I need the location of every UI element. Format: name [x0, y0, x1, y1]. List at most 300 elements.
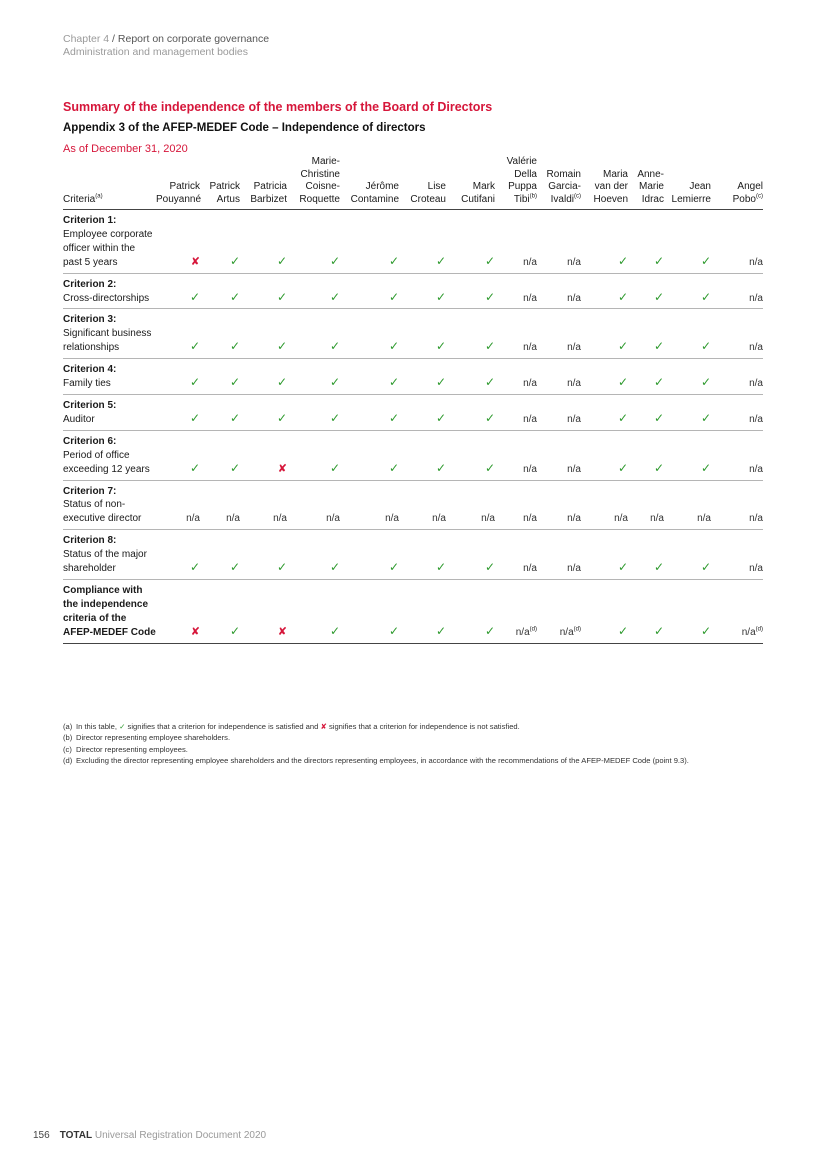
check-mark-icon: ✓: [484, 623, 495, 638]
check-mark-icon: ✓: [276, 253, 287, 268]
status-cell: [628, 394, 664, 430]
status-cell: [581, 530, 628, 580]
director-name-line: Valérie: [506, 156, 537, 167]
status-cell: [156, 273, 200, 309]
check-mark-icon: ✓: [229, 375, 240, 390]
status-cell: [664, 480, 711, 530]
director-name-line: Della: [514, 168, 537, 180]
status-cell: [628, 530, 664, 580]
status-cell: [399, 273, 446, 309]
check-mark-icon: ✓: [388, 410, 399, 425]
status-cell: [156, 579, 200, 643]
not-applicable: n/a: [523, 292, 537, 304]
check-mark-icon: ✓: [388, 623, 399, 638]
status-cell: [664, 359, 711, 395]
check-mark-icon: ✓: [276, 410, 287, 425]
not-applicable: n/a: [273, 513, 287, 525]
criterion-title: Criterion 6:: [63, 435, 117, 447]
status-cell: [156, 210, 200, 274]
footnote-a: (a) In this table, ✓ signifies that a criterion for independence is satisfied and ✘ signifies that a criterion for independence is not satisfied.: [63, 722, 520, 731]
check-mark-icon: ✓: [189, 460, 200, 475]
not-applicable: n/a: [749, 413, 763, 425]
criterion-cell: [63, 359, 156, 395]
check-mark-icon: ✓: [435, 289, 446, 304]
check-mark-icon: ✓: [229, 253, 240, 268]
check-mark-icon: ✓: [700, 410, 711, 425]
header-subsection: Administration and management bodies: [63, 46, 249, 58]
director-header: [537, 156, 581, 210]
status-cell: [537, 480, 581, 530]
table-row: [63, 530, 763, 580]
cross-mark-icon: ✘: [277, 462, 287, 475]
status-note: (d): [573, 626, 581, 633]
status-cell: [200, 309, 240, 359]
criterion-description: Auditor: [63, 413, 95, 425]
check-mark-icon: ✓: [329, 375, 340, 390]
independence-table: [63, 156, 763, 644]
check-mark-icon: ✓: [484, 289, 495, 304]
check-mark-icon: ✓: [229, 623, 240, 638]
status-cell: [711, 309, 763, 359]
director-header: [664, 156, 711, 210]
director-name-line: Pouyanné: [156, 193, 202, 205]
page-number: 156: [33, 1130, 50, 1141]
status-cell: [664, 579, 711, 643]
check-mark-icon: ✓: [388, 460, 399, 475]
footnotes: [63, 721, 689, 767]
status-cell: [240, 579, 287, 643]
not-applicable: n/a: [523, 342, 537, 354]
status-cell: [340, 530, 399, 580]
status-cell: [711, 579, 763, 643]
check-mark-icon: ✓: [329, 253, 340, 268]
footer-document-title: Universal Registration Document 2020: [94, 1130, 267, 1141]
table-subtitle: Appendix 3 of the AFEP-MEDEF Code – Independence of directors: [63, 122, 426, 134]
not-applicable: n/a: [523, 413, 537, 425]
director-name-line: Christine: [300, 168, 340, 180]
not-applicable: n/a: [567, 292, 581, 304]
status-cell: [495, 273, 537, 309]
status-cell: [537, 394, 581, 430]
criterion-cell: [63, 309, 156, 359]
check-mark-icon: ✓: [229, 410, 240, 425]
criterion-title: Criterion 1:: [63, 215, 117, 226]
status-cell: [287, 394, 340, 430]
table-row: [63, 309, 763, 359]
criteria-header: [63, 156, 156, 210]
check-mark-icon: ✓: [329, 339, 340, 354]
director-name-line: Garcia-: [548, 181, 581, 192]
status-cell: [200, 530, 240, 580]
not-applicable: n/a: [749, 463, 763, 475]
not-applicable: n/a: [749, 378, 763, 390]
not-applicable: n/a: [567, 563, 581, 575]
status-cell: [495, 480, 537, 530]
status-cell: [399, 359, 446, 395]
status-cell: [399, 309, 446, 359]
check-mark-icon: ✓: [189, 410, 200, 425]
director-header: [156, 156, 200, 210]
criterion-cell: [63, 480, 156, 530]
director-name-line: Jérôme: [365, 181, 399, 192]
not-applicable: n/a: [697, 513, 711, 525]
status-cell: [581, 210, 628, 274]
check-mark-icon: ✓: [276, 339, 287, 354]
check-mark-icon: ✓: [435, 560, 446, 575]
check-mark-icon: ✓: [276, 560, 287, 575]
table-row: [63, 273, 763, 309]
cross-mark-icon: ✘: [190, 255, 200, 268]
check-mark-icon: ✓: [700, 460, 711, 475]
footnote-c: (c) Director representing employees.: [63, 744, 188, 754]
not-applicable: n/a: [523, 256, 537, 268]
status-cell: [156, 359, 200, 395]
check-mark-icon: ✓: [617, 339, 628, 354]
director-header: [446, 156, 495, 210]
check-mark-icon: ✓: [388, 375, 399, 390]
check-mark-icon: ✓: [388, 253, 399, 268]
check-mark-icon: ✓: [388, 339, 399, 354]
director-name-line: Marie: [638, 181, 664, 192]
status-cell: [628, 210, 664, 274]
criterion-cell: [63, 273, 156, 309]
criterion-title: Criterion 5:: [63, 399, 117, 411]
check-mark-icon: ✓: [435, 375, 446, 390]
status-cell: [446, 480, 495, 530]
director-name-line: Jean: [689, 181, 711, 192]
check-mark-icon: ✓: [329, 460, 340, 475]
status-cell: [399, 480, 446, 530]
director-name-line: Patrick: [209, 181, 240, 192]
check-mark-icon: ✓: [653, 339, 664, 354]
header-chapter: Chapter 4: [63, 33, 110, 45]
status-cell: [340, 579, 399, 643]
status-cell: [240, 480, 287, 530]
check-mark-icon: ✓: [189, 339, 200, 354]
status-cell: [287, 210, 340, 274]
running-header: [63, 33, 269, 59]
status-cell: [287, 579, 340, 643]
not-applicable: n/a: [567, 463, 581, 475]
status-cell: [495, 210, 537, 274]
director-name-line: Cutifani: [461, 193, 495, 205]
criterion-description: Cross-directorships: [63, 292, 150, 304]
status-cell: [399, 210, 446, 274]
check-mark-icon: ✓: [329, 410, 340, 425]
check-mark-icon: ✓: [653, 375, 664, 390]
status-note: (d): [529, 626, 537, 633]
director-name-line: Roquette: [299, 193, 340, 205]
status-cell: [537, 530, 581, 580]
as-of-date: As of December 31, 2020: [63, 143, 188, 155]
criterion-title: Criterion 4:: [63, 364, 117, 376]
criterion-cell: [63, 210, 156, 274]
status-cell: [446, 430, 495, 480]
not-applicable: n/a: [226, 513, 240, 525]
status-cell: [581, 430, 628, 480]
status-cell: [399, 394, 446, 430]
status-cell: [200, 359, 240, 395]
status-cell: [446, 273, 495, 309]
status-cell: [156, 309, 200, 359]
status-cell: [287, 480, 340, 530]
header-separator: /: [109, 33, 118, 45]
director-name-line: Artus: [216, 193, 240, 205]
status-cell: [581, 359, 628, 395]
check-mark-icon: ✓: [617, 253, 628, 268]
director-header: [340, 156, 399, 210]
director-name-line: Croteau: [410, 193, 446, 205]
criterion-title: Compliance with the independence criteria of the AFEP-MEDEF Code: [63, 584, 156, 638]
not-applicable: n/a: [567, 378, 581, 390]
check-mark-icon: ✓: [435, 253, 446, 268]
check-mark-icon: ✓: [484, 410, 495, 425]
criteria-header-note: (a): [95, 193, 103, 200]
status-cell: [628, 359, 664, 395]
page-footer: [33, 1130, 266, 1141]
status-cell: [446, 210, 495, 274]
not-applicable: n/a: [567, 256, 581, 268]
director-header: [200, 156, 240, 210]
not-applicable: n/a: [186, 513, 200, 525]
check-mark-icon: ✓: [189, 289, 200, 304]
status-cell: [664, 394, 711, 430]
status-cell: [287, 309, 340, 359]
director-name-line: Maria: [602, 168, 628, 180]
status-cell: [156, 430, 200, 480]
status-cell: [399, 579, 446, 643]
not-applicable: n/a: [741, 626, 756, 638]
director-header: [399, 156, 446, 210]
check-mark-icon: ✓: [700, 560, 711, 575]
status-cell: [240, 359, 287, 395]
check-mark-icon: ✓: [617, 460, 628, 475]
check-mark-icon: ✓: [229, 460, 240, 475]
status-cell: [711, 394, 763, 430]
status-cell: [200, 394, 240, 430]
director-name-line: Barbizet: [250, 193, 287, 205]
not-applicable: n/a: [523, 513, 537, 525]
table-row: [63, 579, 763, 643]
status-cell: [711, 210, 763, 274]
status-cell: [628, 309, 664, 359]
director-note: (b): [529, 193, 537, 200]
not-applicable: n/a: [749, 342, 763, 354]
director-name-line: Lemierre: [671, 193, 711, 205]
header-section: Report on corporate governance: [117, 33, 270, 45]
criterion-cell: [63, 394, 156, 430]
director-name-line: Angel: [737, 181, 763, 192]
director-name-line: Idrac: [641, 193, 664, 205]
status-cell: [200, 210, 240, 274]
status-cell: [495, 579, 537, 643]
status-note: (d): [755, 626, 763, 633]
status-cell: [156, 394, 200, 430]
not-applicable: n/a: [385, 513, 399, 525]
check-mark-icon: ✓: [617, 375, 628, 390]
director-header: [581, 156, 628, 210]
cross-mark-icon: ✘: [277, 625, 287, 638]
status-cell: [711, 273, 763, 309]
status-cell: [537, 359, 581, 395]
status-cell: [200, 480, 240, 530]
footer-brand: TOTAL: [59, 1130, 93, 1141]
status-cell: [664, 309, 711, 359]
status-cell: [240, 530, 287, 580]
check-mark-icon: ✓: [653, 623, 664, 638]
not-applicable: n/a: [749, 256, 763, 268]
director-name-line: Mark: [472, 181, 495, 192]
check-mark-icon: ✓: [229, 560, 240, 575]
status-cell: [711, 359, 763, 395]
check-mark-icon: ✓: [700, 339, 711, 354]
criterion-description: Significant business relationships: [63, 328, 152, 354]
check-mark-icon: ✓: [435, 623, 446, 638]
status-cell: [537, 309, 581, 359]
status-cell: [537, 273, 581, 309]
criterion-description: Status of the major shareholder: [63, 549, 147, 575]
status-cell: [446, 359, 495, 395]
director-name-line: Tibi: [513, 193, 530, 205]
check-mark-icon: ✓: [435, 339, 446, 354]
check-mark-icon: ✓: [700, 623, 711, 638]
status-cell: [287, 430, 340, 480]
status-cell: [628, 430, 664, 480]
check-mark-icon: ✓: [189, 375, 200, 390]
status-cell: [628, 480, 664, 530]
check-mark-icon: ✓: [484, 560, 495, 575]
table-row: [63, 394, 763, 430]
not-applicable: n/a: [515, 626, 530, 638]
status-cell: [287, 359, 340, 395]
status-cell: [446, 530, 495, 580]
director-header: [628, 156, 664, 210]
check-mark-icon: ✓: [388, 289, 399, 304]
status-cell: [628, 273, 664, 309]
status-cell: [581, 579, 628, 643]
status-cell: [340, 309, 399, 359]
status-cell: [537, 210, 581, 274]
check-mark-icon: ✓: [276, 289, 287, 304]
director-name-line: Coisne-: [305, 181, 340, 192]
check-mark-icon: ✓: [653, 410, 664, 425]
status-cell: [664, 273, 711, 309]
status-cell: [340, 359, 399, 395]
not-applicable: n/a: [432, 513, 446, 525]
director-name-line: Patricia: [253, 181, 287, 192]
check-mark-icon: ✓: [229, 289, 240, 304]
criterion-title: Criterion 8:: [63, 535, 117, 547]
status-cell: [446, 579, 495, 643]
criterion-description: Status of non-executive director: [63, 499, 142, 525]
director-name-line: Marie-: [311, 156, 340, 167]
director-header: [240, 156, 287, 210]
not-applicable: n/a: [567, 413, 581, 425]
table-header-row: [63, 156, 763, 210]
status-cell: [537, 579, 581, 643]
status-cell: [200, 430, 240, 480]
director-name-line: Patrick: [169, 181, 200, 192]
header-chapter-line: [63, 33, 269, 46]
status-cell: [628, 579, 664, 643]
director-name-line: Contamine: [350, 193, 399, 205]
not-applicable: n/a: [523, 378, 537, 390]
director-name-line: Anne-: [637, 168, 664, 180]
status-cell: [537, 430, 581, 480]
not-applicable: n/a: [567, 513, 581, 525]
table-body: [63, 210, 763, 644]
check-mark-icon: ✓: [617, 623, 628, 638]
director-note: (c): [574, 193, 581, 200]
check-mark-icon: ✓: [329, 289, 340, 304]
director-name-line: Ivaldi: [550, 193, 574, 205]
criterion-description: Period of office exceeding 12 years: [63, 449, 150, 475]
status-cell: [581, 394, 628, 430]
table-row: [63, 480, 763, 530]
not-applicable: n/a: [559, 626, 574, 638]
status-cell: [287, 273, 340, 309]
status-cell: [240, 309, 287, 359]
check-mark-icon: ✓: [119, 722, 126, 731]
not-applicable: n/a: [749, 563, 763, 575]
page-title: Summary of the independence of the members of the Board of Directors: [63, 100, 493, 114]
check-mark-icon: ✓: [484, 339, 495, 354]
check-mark-icon: ✓: [435, 460, 446, 475]
status-cell: [664, 210, 711, 274]
not-applicable: n/a: [749, 292, 763, 304]
status-cell: [495, 359, 537, 395]
director-name-line: Lise: [427, 181, 446, 192]
table-row: [63, 359, 763, 395]
check-mark-icon: ✓: [388, 560, 399, 575]
status-cell: [399, 430, 446, 480]
not-applicable: n/a: [749, 513, 763, 525]
director-name-line: Puppa: [508, 181, 537, 192]
check-mark-icon: ✓: [617, 410, 628, 425]
director-name-line: Romain: [546, 168, 581, 180]
check-mark-icon: ✓: [700, 253, 711, 268]
check-mark-icon: ✓: [229, 339, 240, 354]
not-applicable: n/a: [523, 563, 537, 575]
status-cell: [340, 394, 399, 430]
check-mark-icon: ✓: [484, 460, 495, 475]
status-cell: [711, 530, 763, 580]
status-cell: [156, 480, 200, 530]
director-name-line: Hoeven: [593, 193, 628, 205]
director-name-line: Pobo: [732, 193, 756, 205]
not-applicable: n/a: [523, 463, 537, 475]
criterion-title: Criterion 3:: [63, 314, 117, 326]
check-mark-icon: ✓: [653, 460, 664, 475]
not-applicable: n/a: [481, 513, 495, 525]
criterion-description: Employee corporate officer within the past 5 years: [63, 228, 153, 268]
status-cell: [495, 430, 537, 480]
status-cell: [581, 309, 628, 359]
criterion-cell: [63, 579, 156, 643]
criterion-description: Family ties: [63, 378, 111, 390]
check-mark-icon: ✓: [189, 560, 200, 575]
status-cell: [711, 480, 763, 530]
not-applicable: n/a: [650, 513, 664, 525]
status-cell: [495, 394, 537, 430]
status-cell: [200, 273, 240, 309]
status-cell: [240, 394, 287, 430]
check-mark-icon: ✓: [484, 253, 495, 268]
criterion-cell: [63, 430, 156, 480]
status-cell: [399, 530, 446, 580]
criterion-title: Criterion 2:: [63, 278, 117, 290]
status-cell: [340, 273, 399, 309]
